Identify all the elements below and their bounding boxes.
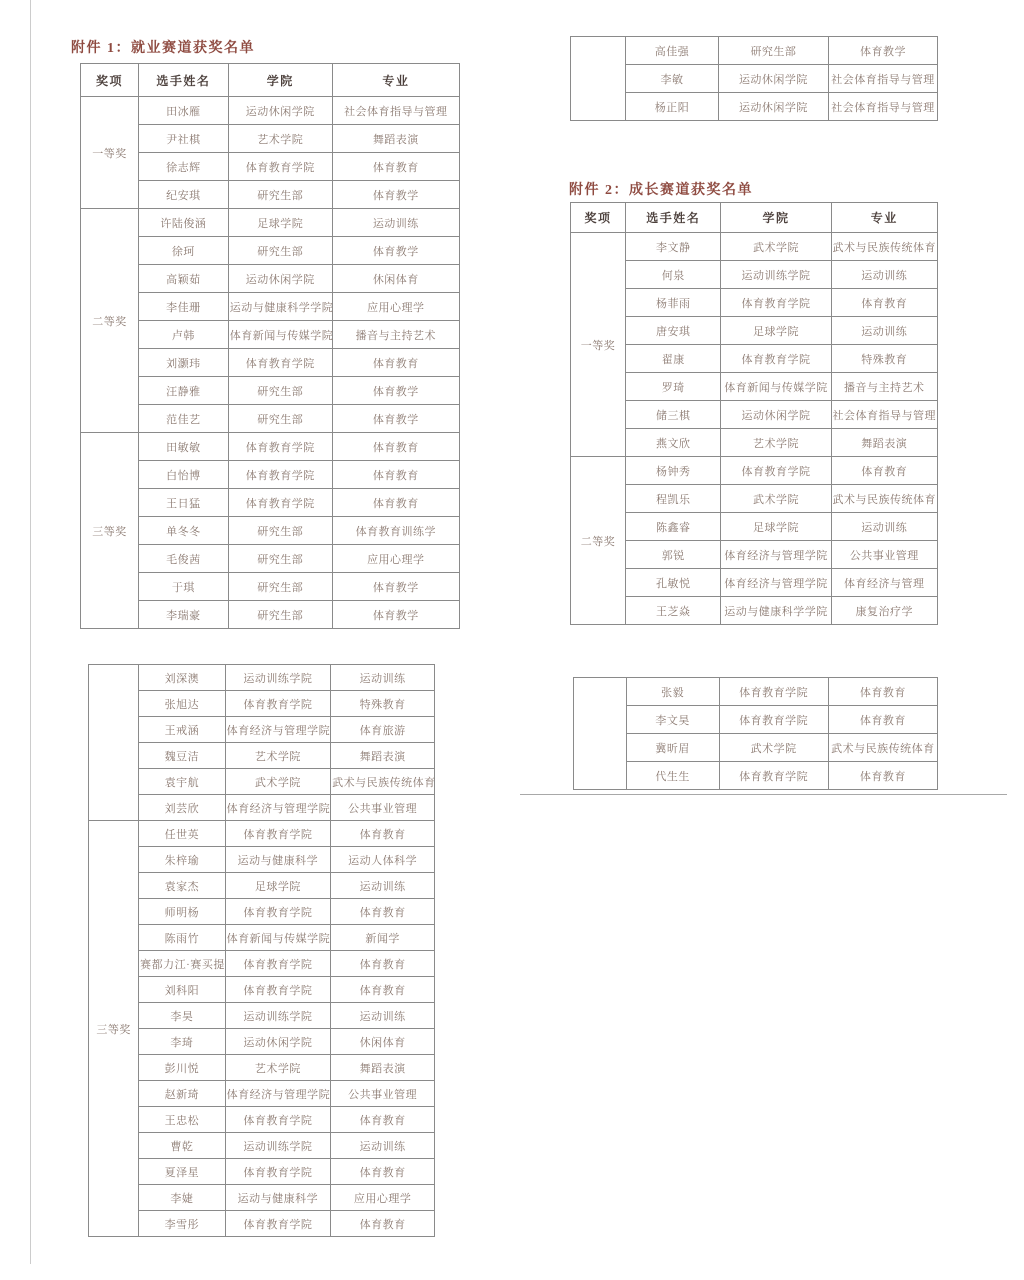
contestant-name-cell: 高佳强	[626, 37, 719, 65]
contestant-name-cell: 王芝焱	[626, 597, 721, 625]
college-cell: 体育教育学院	[228, 461, 332, 489]
college-cell: 体育教育学院	[719, 706, 828, 734]
contestant-name-cell: 高颖茹	[138, 265, 228, 293]
contestant-name-cell: 李雪彤	[139, 1211, 226, 1237]
table-row	[89, 769, 435, 795]
college-cell: 武术学院	[721, 485, 831, 513]
major-cell: 武术与民族传统体育	[831, 485, 937, 513]
table-row	[571, 65, 938, 93]
table-row	[574, 734, 938, 762]
table-row	[81, 433, 460, 461]
major-cell: 播音与主持艺术	[332, 321, 459, 349]
column-header: 专业	[831, 203, 937, 233]
major-cell: 体育教育	[331, 821, 435, 847]
college-cell: 运动休闲学院	[228, 97, 332, 125]
award-tier-cell: 一等奖	[571, 233, 626, 457]
column-header: 选手姓名	[626, 203, 721, 233]
college-cell: 体育教育学院	[225, 899, 331, 925]
attachment2-continued-left-table	[88, 664, 435, 1237]
major-cell: 体育教学	[332, 573, 459, 601]
major-cell: 社会体育指导与管理	[332, 97, 459, 125]
contestant-name-cell: 尹社棋	[138, 125, 228, 153]
table-row	[571, 93, 938, 121]
major-cell: 体育教学	[332, 377, 459, 405]
major-cell: 体育教育	[831, 457, 937, 485]
college-cell: 体育教育学院	[225, 821, 331, 847]
table-row	[574, 706, 938, 734]
contestant-name-cell: 翟康	[626, 345, 721, 373]
contestant-name-cell: 袁家杰	[139, 873, 226, 899]
contestant-name-cell: 赵新琦	[139, 1081, 226, 1107]
major-cell: 休闲体育	[331, 1029, 435, 1055]
contestant-name-cell: 李佳珊	[138, 293, 228, 321]
contestant-name-cell: 田敏敏	[138, 433, 228, 461]
contestant-name-cell: 杨正阳	[626, 93, 719, 121]
major-cell: 运动训练	[331, 873, 435, 899]
table-row	[571, 541, 938, 569]
award-tier-cell: 二等奖	[571, 457, 626, 625]
major-cell: 公共事业管理	[331, 1081, 435, 1107]
contestant-name-cell: 纪安琪	[138, 181, 228, 209]
college-cell: 体育教育学院	[225, 951, 331, 977]
table-row	[89, 977, 435, 1003]
major-cell: 舞蹈表演	[332, 125, 459, 153]
contestant-name-cell: 刘芸欣	[139, 795, 226, 821]
contestant-name-cell: 杨菲雨	[626, 289, 721, 317]
table-row	[81, 97, 460, 125]
college-cell: 体育经济与管理学院	[721, 541, 831, 569]
table-row	[571, 37, 938, 65]
contestant-name-cell: 赛都力江·赛买提	[139, 951, 226, 977]
college-cell: 体育教育学院	[225, 691, 331, 717]
college-cell: 体育教育学院	[225, 1107, 331, 1133]
major-cell: 体育教学	[828, 37, 937, 65]
college-cell: 体育教育学院	[721, 457, 831, 485]
college-cell: 体育教育学院	[719, 678, 828, 706]
table-row	[89, 1133, 435, 1159]
contestant-name-cell: 曹乾	[139, 1133, 226, 1159]
major-cell: 体育教育	[331, 899, 435, 925]
table-row	[89, 1159, 435, 1185]
major-cell: 体育教育	[331, 1107, 435, 1133]
major-cell: 应用心理学	[332, 293, 459, 321]
college-cell: 艺术学院	[228, 125, 332, 153]
college-cell: 研究生部	[228, 405, 332, 433]
major-cell: 体育教学	[332, 601, 459, 629]
college-cell: 研究生部	[228, 181, 332, 209]
college-cell: 运动训练学院	[225, 1003, 331, 1029]
major-cell: 体育教育训练学	[332, 517, 459, 545]
award-tier-cell: 一等奖	[81, 97, 139, 209]
contestant-name-cell: 田冰雁	[138, 97, 228, 125]
table-header-row	[81, 64, 460, 97]
major-cell: 公共事业管理	[331, 795, 435, 821]
major-cell: 应用心理学	[332, 545, 459, 573]
table-row	[571, 373, 938, 401]
table-row	[89, 691, 435, 717]
table-row	[571, 513, 938, 541]
attachment1-continued-table-container	[570, 36, 938, 121]
major-cell: 新闻学	[331, 925, 435, 951]
college-cell: 体育教育学院	[228, 489, 332, 517]
major-cell: 特殊教育	[331, 691, 435, 717]
attachment2-table-container	[570, 202, 938, 625]
major-cell: 体育教学	[332, 237, 459, 265]
college-cell: 艺术学院	[225, 1055, 331, 1081]
table-row	[89, 821, 435, 847]
contestant-name-cell: 李敏	[626, 65, 719, 93]
contestant-name-cell: 白怡博	[138, 461, 228, 489]
major-cell: 康复治疗学	[831, 597, 937, 625]
college-cell: 体育新闻与传媒学院	[721, 373, 831, 401]
contestant-name-cell: 陈雨竹	[139, 925, 226, 951]
table-row	[89, 795, 435, 821]
attachment1-table	[80, 63, 460, 629]
contestant-name-cell: 李瑞豪	[138, 601, 228, 629]
award-tier-cell	[89, 665, 139, 821]
award-tier-cell: 三等奖	[81, 433, 139, 629]
college-cell: 艺术学院	[225, 743, 331, 769]
major-cell: 社会体育指导与管理	[831, 401, 937, 429]
major-cell: 体育教育	[331, 1159, 435, 1185]
major-cell: 运动训练	[831, 317, 937, 345]
contestant-name-cell: 汪静雅	[138, 377, 228, 405]
contestant-name-cell: 杨钟秀	[626, 457, 721, 485]
table-row	[571, 345, 938, 373]
award-tier-cell: 二等奖	[81, 209, 139, 433]
table-row	[89, 743, 435, 769]
contestant-name-cell: 徐志辉	[138, 153, 228, 181]
major-cell: 体育教育	[332, 153, 459, 181]
major-cell: 体育教育	[332, 461, 459, 489]
contestant-name-cell: 李昊	[139, 1003, 226, 1029]
major-cell: 运动训练	[331, 1003, 435, 1029]
contestant-name-cell: 代生生	[626, 762, 719, 790]
college-cell: 研究生部	[718, 37, 828, 65]
table-row	[571, 289, 938, 317]
contestant-name-cell: 冀昕眉	[626, 734, 719, 762]
major-cell: 体育教育	[828, 762, 937, 790]
college-cell: 武术学院	[721, 233, 831, 261]
attachment1-table-container	[80, 63, 460, 629]
college-cell: 研究生部	[228, 601, 332, 629]
contestant-name-cell: 徐珂	[138, 237, 228, 265]
major-cell: 休闲体育	[332, 265, 459, 293]
major-cell: 体育教育	[331, 951, 435, 977]
page-bottom-boundary-line	[520, 794, 1007, 795]
college-cell: 运动休闲学院	[228, 265, 332, 293]
award-tier-cell: 三等奖	[89, 821, 139, 1237]
major-cell: 体育教学	[332, 405, 459, 433]
college-cell: 体育经济与管理学院	[721, 569, 831, 597]
attachment2-table	[570, 202, 938, 625]
major-cell: 播音与主持艺术	[831, 373, 937, 401]
contestant-name-cell: 单冬冬	[138, 517, 228, 545]
contestant-name-cell: 程凯乐	[626, 485, 721, 513]
table-row	[89, 1211, 435, 1237]
contestant-name-cell: 张旭达	[139, 691, 226, 717]
table-row	[571, 429, 938, 457]
college-cell: 武术学院	[225, 769, 331, 795]
contestant-name-cell: 储三棋	[626, 401, 721, 429]
table-row	[89, 1081, 435, 1107]
major-cell: 舞蹈表演	[331, 743, 435, 769]
table-row	[89, 899, 435, 925]
table-row	[89, 717, 435, 743]
major-cell: 武术与民族传统体育	[331, 769, 435, 795]
table-header-row	[571, 203, 938, 233]
table-row	[89, 1185, 435, 1211]
page-margin-boundary-line	[30, 0, 31, 1264]
major-cell: 应用心理学	[331, 1185, 435, 1211]
college-cell: 运动与健康科学	[225, 847, 331, 873]
contestant-name-cell: 于琪	[138, 573, 228, 601]
major-cell: 武术与民族传统体育	[828, 734, 937, 762]
attachment2-continued-right-table-container	[573, 677, 938, 790]
major-cell: 运动训练	[331, 665, 435, 691]
college-cell: 运动休闲学院	[721, 401, 831, 429]
major-cell: 体育教育	[332, 349, 459, 377]
contestant-name-cell: 郭锐	[626, 541, 721, 569]
college-cell: 体育新闻与传媒学院	[228, 321, 332, 349]
table-row	[571, 485, 938, 513]
attachment2-continued-left-table-container	[88, 664, 435, 1237]
contestant-name-cell: 任世英	[139, 821, 226, 847]
major-cell: 体育经济与管理	[831, 569, 937, 597]
college-cell: 足球学院	[225, 873, 331, 899]
contestant-name-cell: 袁宇航	[139, 769, 226, 795]
college-cell: 体育新闻与传媒学院	[225, 925, 331, 951]
major-cell: 运动训练	[831, 261, 937, 289]
contestant-name-cell: 张毅	[626, 678, 719, 706]
table-row	[89, 925, 435, 951]
contestant-name-cell: 李文静	[626, 233, 721, 261]
contestant-name-cell: 李婕	[139, 1185, 226, 1211]
college-cell: 体育教育学院	[225, 977, 331, 1003]
contestant-name-cell: 刘深澳	[139, 665, 226, 691]
college-cell: 运动训练学院	[225, 665, 331, 691]
table-row	[89, 1003, 435, 1029]
college-cell: 研究生部	[228, 237, 332, 265]
contestant-name-cell: 魏豆洁	[139, 743, 226, 769]
major-cell: 体育教学	[332, 181, 459, 209]
column-header: 专业	[332, 64, 459, 97]
major-cell: 运动人体科学	[331, 847, 435, 873]
table-row	[89, 873, 435, 899]
college-cell: 研究生部	[228, 517, 332, 545]
college-cell: 体育教育学院	[721, 289, 831, 317]
contestant-name-cell: 罗琦	[626, 373, 721, 401]
college-cell: 运动训练学院	[721, 261, 831, 289]
college-cell: 运动休闲学院	[225, 1029, 331, 1055]
attachment2-continued-right-table	[573, 677, 938, 790]
table-row	[571, 569, 938, 597]
table-row	[89, 847, 435, 873]
table-row	[89, 1055, 435, 1081]
major-cell: 公共事业管理	[831, 541, 937, 569]
table-row	[571, 401, 938, 429]
college-cell: 研究生部	[228, 545, 332, 573]
major-cell: 运动训练	[831, 513, 937, 541]
major-cell: 舞蹈表演	[831, 429, 937, 457]
table-row	[571, 261, 938, 289]
table-row	[571, 233, 938, 261]
contestant-name-cell: 师明杨	[139, 899, 226, 925]
contestant-name-cell: 范佳艺	[138, 405, 228, 433]
contestant-name-cell: 刘灏玮	[138, 349, 228, 377]
college-cell: 运动休闲学院	[718, 93, 828, 121]
contestant-name-cell: 陈鑫睿	[626, 513, 721, 541]
award-tier-cell	[574, 678, 627, 790]
contestant-name-cell: 李文昊	[626, 706, 719, 734]
college-cell: 艺术学院	[721, 429, 831, 457]
major-cell: 体育旅游	[331, 717, 435, 743]
major-cell: 体育教育	[831, 289, 937, 317]
contestant-name-cell: 何泉	[626, 261, 721, 289]
college-cell: 研究生部	[228, 573, 332, 601]
table-row	[574, 762, 938, 790]
college-cell: 足球学院	[721, 317, 831, 345]
column-header: 学院	[721, 203, 831, 233]
major-cell: 体育教育	[828, 706, 937, 734]
college-cell: 运动与健康科学学院	[228, 293, 332, 321]
attachment1-title: 附件 1：就业赛道获奖名单	[71, 41, 255, 56]
table-row	[81, 209, 460, 237]
college-cell: 运动与健康科学	[225, 1185, 331, 1211]
contestant-name-cell: 朱梓瑜	[139, 847, 226, 873]
contestant-name-cell: 李琦	[139, 1029, 226, 1055]
attachment1-continued-table	[570, 36, 938, 121]
college-cell: 体育经济与管理学院	[225, 795, 331, 821]
table-row	[574, 678, 938, 706]
college-cell: 体育教育学院	[228, 153, 332, 181]
contestant-name-cell: 王忠松	[139, 1107, 226, 1133]
table-row	[89, 1029, 435, 1055]
major-cell: 社会体育指导与管理	[828, 93, 937, 121]
major-cell: 体育教育	[332, 433, 459, 461]
contestant-name-cell: 彭川悦	[139, 1055, 226, 1081]
table-row	[89, 1107, 435, 1133]
major-cell: 体育教育	[331, 977, 435, 1003]
college-cell: 体育经济与管理学院	[225, 717, 331, 743]
college-cell: 运动训练学院	[225, 1133, 331, 1159]
contestant-name-cell: 刘科阳	[139, 977, 226, 1003]
table-row	[571, 457, 938, 485]
college-cell: 体育教育学院	[225, 1211, 331, 1237]
college-cell: 体育经济与管理学院	[225, 1081, 331, 1107]
contestant-name-cell: 王戒涵	[139, 717, 226, 743]
college-cell: 运动休闲学院	[718, 65, 828, 93]
major-cell: 体育教育	[828, 678, 937, 706]
college-cell: 研究生部	[228, 377, 332, 405]
college-cell: 体育教育学院	[721, 345, 831, 373]
college-cell: 体育教育学院	[228, 349, 332, 377]
major-cell: 体育教育	[331, 1211, 435, 1237]
college-cell: 运动与健康科学学院	[721, 597, 831, 625]
column-header: 奖项	[571, 203, 626, 233]
table-row	[89, 951, 435, 977]
major-cell: 运动训练	[332, 209, 459, 237]
contestant-name-cell: 燕文欣	[626, 429, 721, 457]
major-cell: 舞蹈表演	[331, 1055, 435, 1081]
contestant-name-cell: 唐安琪	[626, 317, 721, 345]
contestant-name-cell: 卢韩	[138, 321, 228, 349]
table-row	[571, 597, 938, 625]
contestant-name-cell: 许陆俊涵	[138, 209, 228, 237]
table-row	[571, 317, 938, 345]
college-cell: 体育教育学院	[228, 433, 332, 461]
contestant-name-cell: 夏泽星	[139, 1159, 226, 1185]
college-cell: 体育教育学院	[225, 1159, 331, 1185]
column-header: 学院	[228, 64, 332, 97]
major-cell: 特殊教育	[831, 345, 937, 373]
award-tier-cell	[571, 37, 626, 121]
college-cell: 武术学院	[719, 734, 828, 762]
column-header: 奖项	[81, 64, 139, 97]
major-cell: 社会体育指导与管理	[828, 65, 937, 93]
table-row	[89, 665, 435, 691]
contestant-name-cell: 孔敏悦	[626, 569, 721, 597]
contestant-name-cell: 王日猛	[138, 489, 228, 517]
college-cell: 足球学院	[721, 513, 831, 541]
college-cell: 足球学院	[228, 209, 332, 237]
college-cell: 体育教育学院	[719, 762, 828, 790]
column-header: 选手姓名	[138, 64, 228, 97]
attachment2-title: 附件 2：成长赛道获奖名单	[569, 183, 753, 198]
contestant-name-cell: 毛俊茜	[138, 545, 228, 573]
major-cell: 体育教育	[332, 489, 459, 517]
major-cell: 武术与民族传统体育	[831, 233, 937, 261]
major-cell: 运动训练	[331, 1133, 435, 1159]
